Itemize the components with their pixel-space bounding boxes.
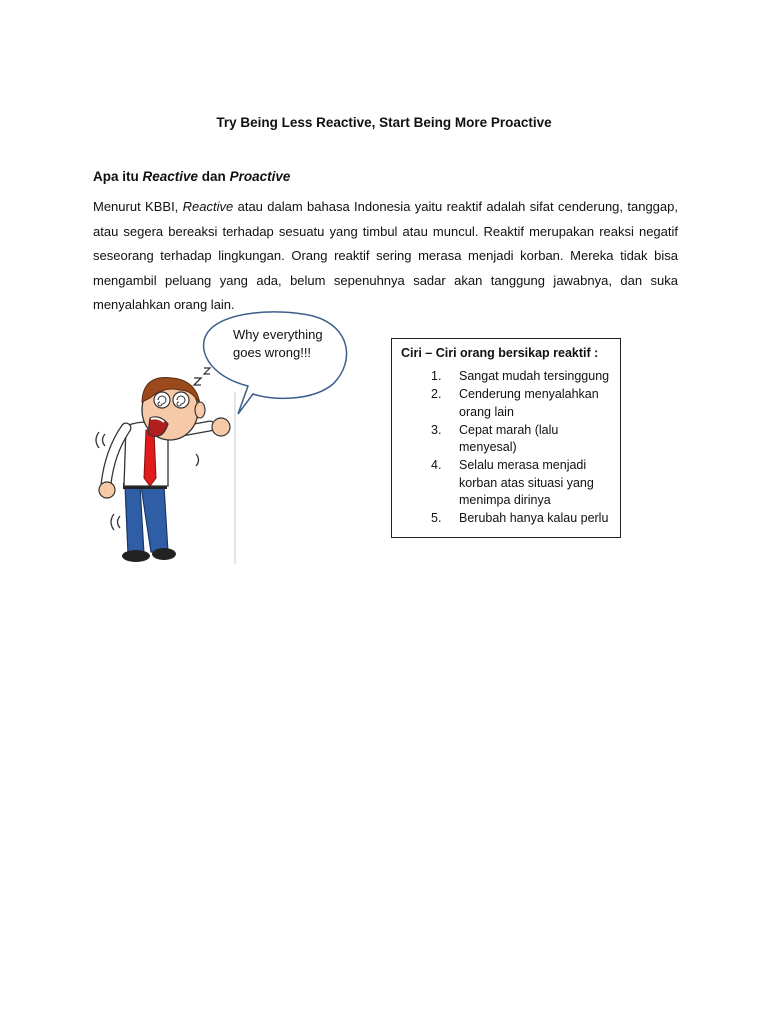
list-text: Berubah hanya kalau perlu (459, 511, 609, 525)
list-item (401, 386, 612, 421)
list-item (401, 368, 612, 386)
list-text: Cenderung menyalahkan orang lain (459, 387, 599, 419)
list-item (401, 510, 612, 528)
list-number: 4. (431, 458, 442, 472)
heading-term-reactive: Reactive (142, 169, 199, 184)
heading-term-proactive: Proactive (229, 169, 291, 184)
section-heading (93, 169, 290, 184)
list-number: 2. (431, 387, 442, 401)
list-number: 5. (431, 511, 442, 525)
list-text: Cepat marah (lalu menyesal) (459, 422, 559, 454)
document-title: Try Being Less Reactive, Start Being More Proactive (216, 115, 552, 130)
list-text: Selalu merasa menjadi korban atas situasi yang menimpa dirinya (459, 458, 594, 507)
heading-middle: dan (198, 169, 230, 184)
heading-prefix: Apa itu (93, 169, 143, 184)
paragraph-rest: atau dalam bahasa Indonesia yaitu reaktif adalah sifat cenderung, tanggap, atau segera bereaksi terhadap sesuatu yang timbul atau muncul. Reaktif merupakan reaksi negatif seseorang terhadap lingkungan. Orang reaktif sering merasa menjadi korban. Mereka tidak bisa mengambil peluang yang ada, belum sepenuhnya sadar akan tanggung jawabnya, dan suka menyalahkan orang lain. (93, 199, 678, 312)
list-text: Sangat mudah tersinggung (459, 369, 610, 383)
list-item (401, 457, 612, 510)
definition-paragraph (93, 195, 678, 318)
traits-box (391, 338, 621, 538)
list-number: 1. (431, 369, 442, 383)
list-number: 3. (431, 422, 442, 437)
traits-list (401, 368, 612, 528)
paragraph-term: Reactive (182, 199, 234, 214)
traits-box-title: Ciri – Ciri orang bersikap reaktif : (401, 346, 599, 360)
list-item (401, 422, 612, 457)
paragraph-start: Menurut KBBI, (93, 199, 183, 214)
speech-bubble-text: Why everything goes wrong!!! (233, 327, 323, 360)
